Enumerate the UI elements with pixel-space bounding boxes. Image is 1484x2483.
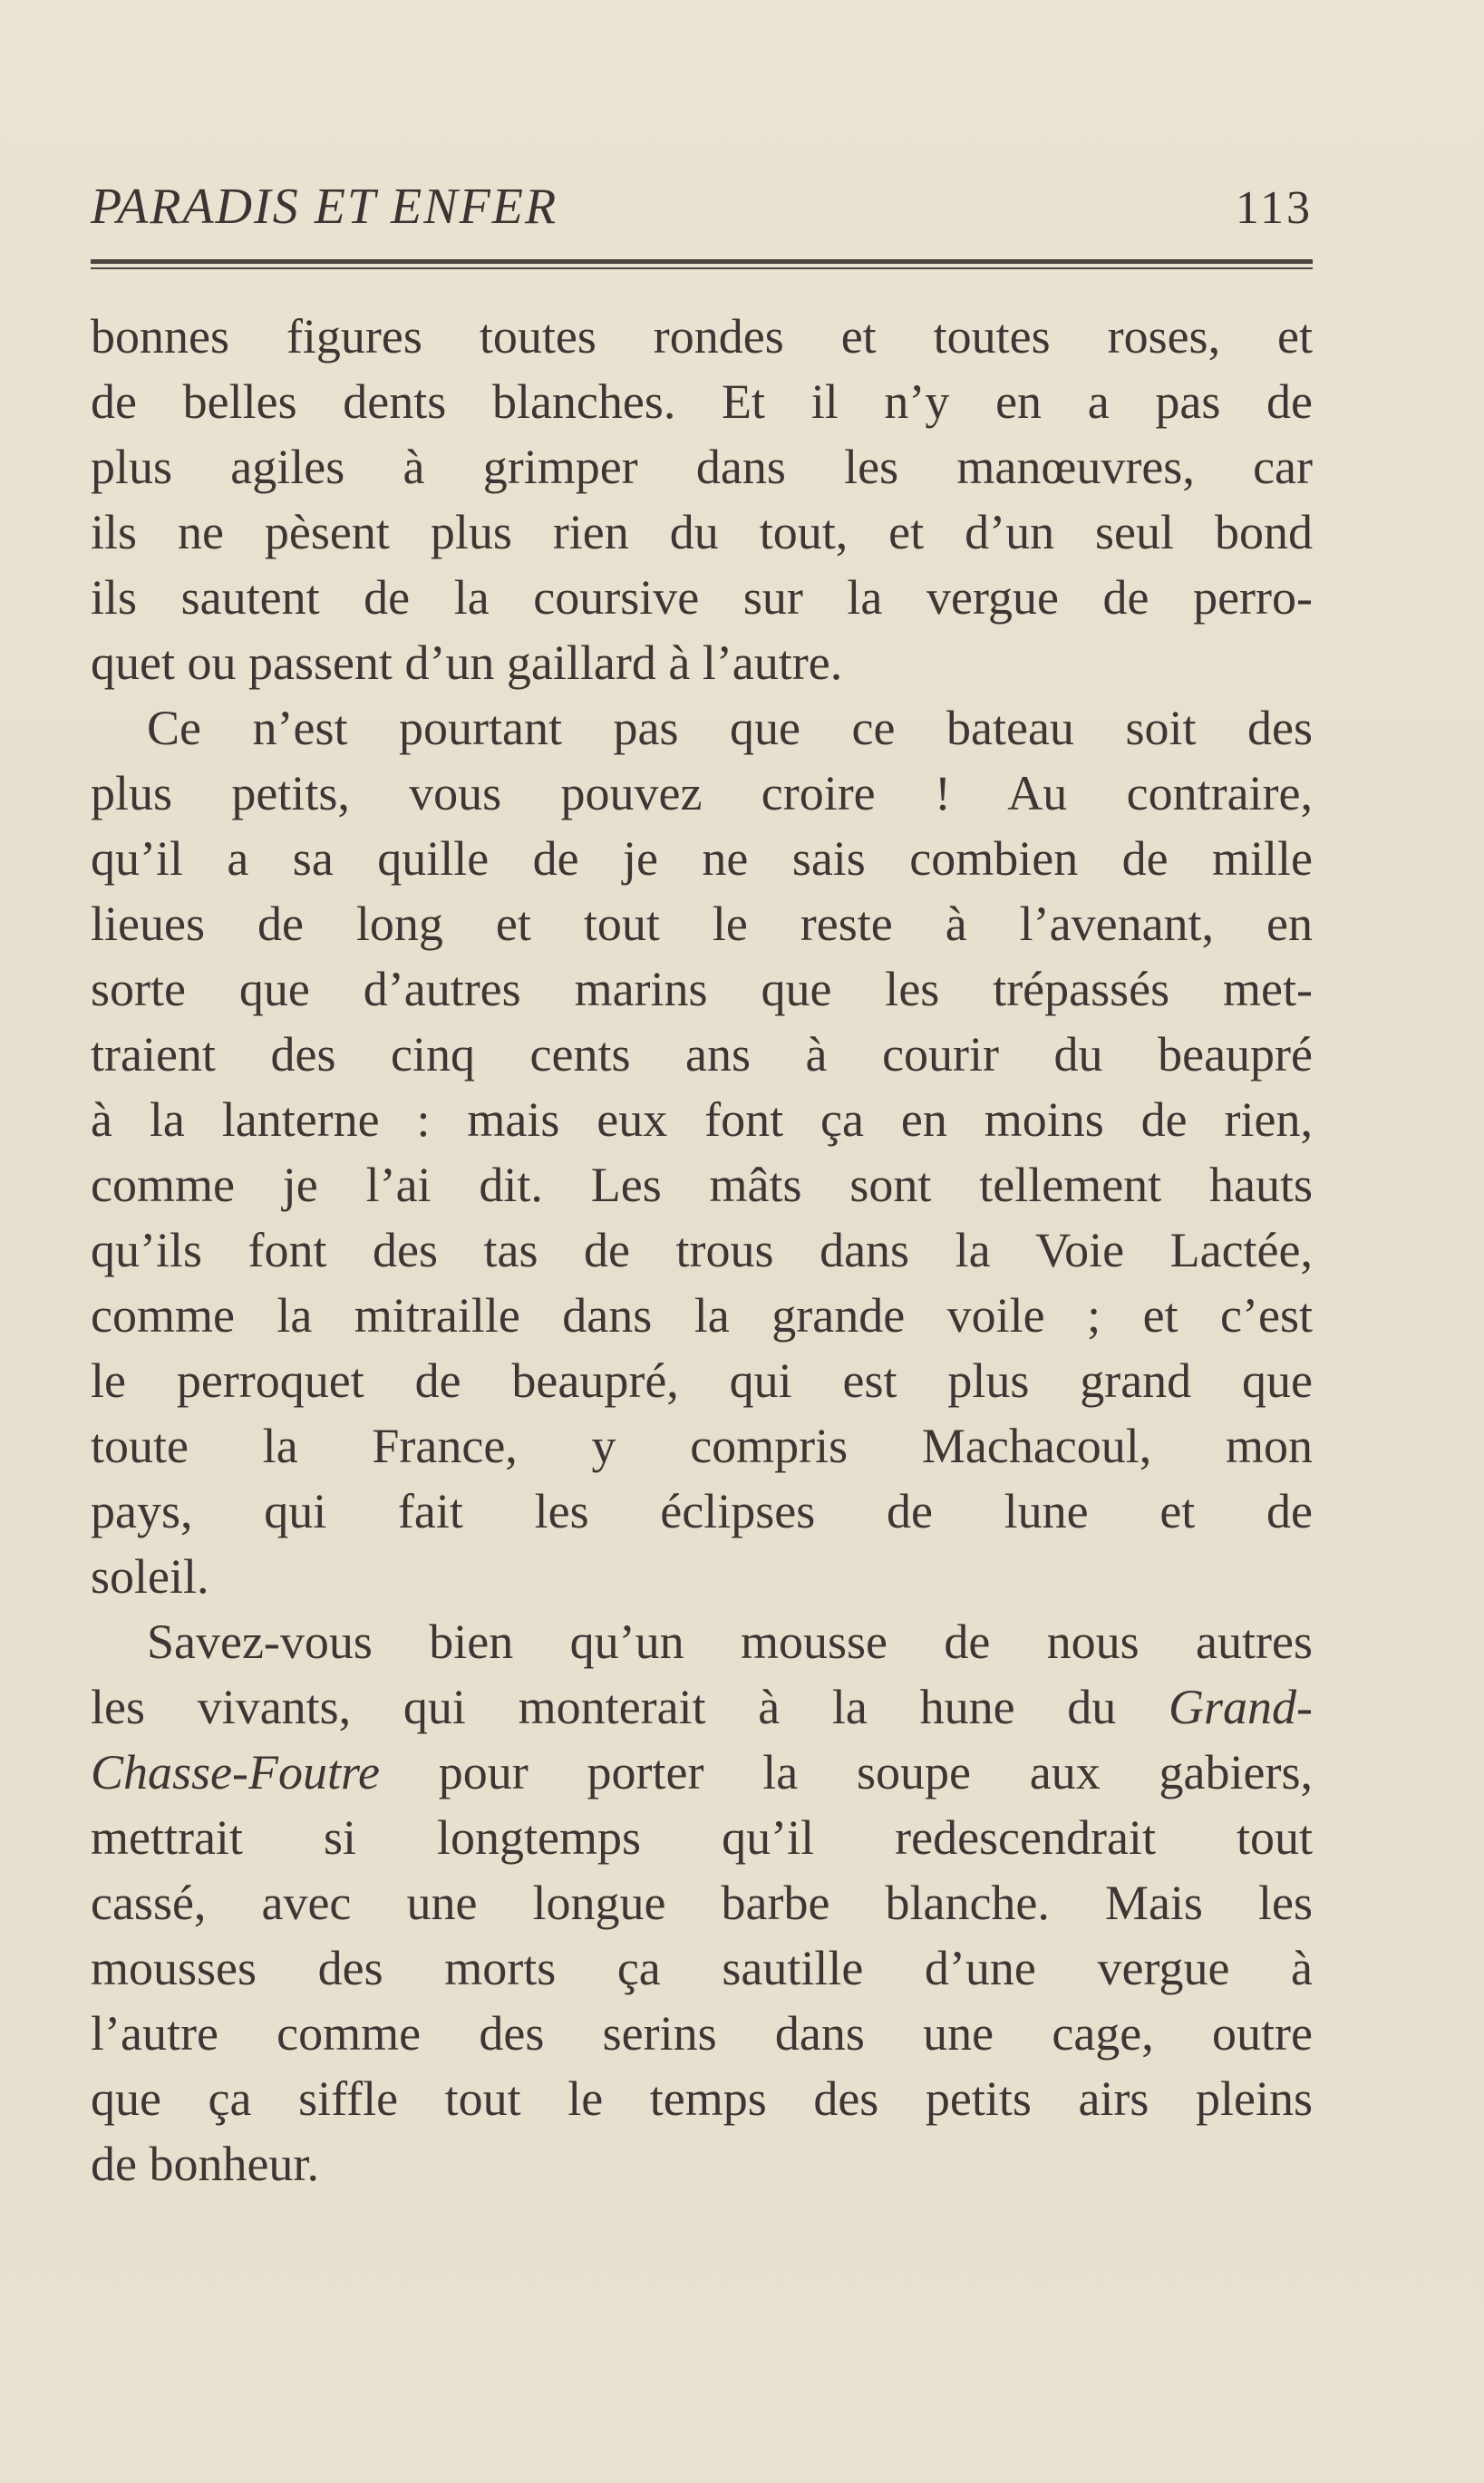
text-line: Savez-vous bien qu’un mousse de nous autres [147,1615,1313,1669]
text-line: pays, qui fait les éclipses de lune et de [91,1484,1313,1538]
text-line: quet ou passent d’un gaillard à l’autre. [91,635,843,690]
text-line: le perroquet de beaupré, qui est plus grand que [91,1353,1313,1408]
header-rule-thin [91,267,1313,269]
text-line: comme je l’ai dit. Les mâts sont tellement hauts [91,1158,1313,1212]
italic-ship-name: Grand- [1169,1680,1313,1734]
text-line: plus petits, vous pouvez croire ! Au contraire, [91,766,1313,820]
text-line: lieues de long et tout le reste à l’avenant, en [91,897,1313,951]
text-line: sorte que d’autres marins que les trépassés met- [91,962,1313,1016]
italic-ship-name: Chasse-Foutre [91,1745,380,1799]
text-line: de bonheur. [91,2137,319,2191]
text-line: qu’ils font des tas de trous dans la Voie Lactée, [91,1223,1313,1277]
text-line: mettrait si longtemps qu’il redescendrait tout [91,1810,1313,1865]
body-text [91,304,1313,2197]
text-line: bonnes figures toutes rondes et toutes roses, et [91,309,1313,364]
text-line: de belles dents blanches. Et il n’y en a pas de [91,374,1313,429]
text-line: cassé, avec une longue barbe blanche. Mais les [91,1876,1313,1930]
text-line: traient des cinq cents ans à courir du beaupré [91,1027,1313,1081]
book-page [91,172,1313,2191]
text-line [91,1740,1313,1805]
text-line: toute la France, y compris Machacoul, mon [91,1419,1313,1473]
text-segment: les vivants, qui monterait à la hune du [91,1680,1169,1734]
header-double-rule [91,259,1313,270]
text-line: comme la mitraille dans la grande voile ; et c’est [91,1288,1313,1343]
text-line [91,1674,1313,1740]
text-line: l’autre comme des serins dans une cage, outre [91,2006,1313,2061]
text-line: mousses des morts ça sautille d’une vergue à [91,1941,1313,1995]
text-line: plus agiles à grimper dans les manœuvres, car [91,440,1313,494]
text-line: ils ne pèsent plus rien du tout, et d’un seul bond [91,505,1313,559]
running-title: PARADIS ET ENFER [91,179,558,235]
page-number: 113 [1235,182,1313,234]
text-line: soleil. [91,1549,209,1604]
text-line: que ça siffle tout le temps des petits airs pleins [91,2071,1313,2126]
running-head [91,172,1313,254]
text-line: Ce n’est pourtant pas que ce bateau soit des [147,701,1313,755]
text-segment: pour porter la soupe aux gabiers, [379,1745,1313,1799]
text-line: ils sautent de la coursive sur la vergue de perro- [91,570,1313,625]
text-line: à la lanterne : mais eux font ça en moins de rien, [91,1092,1313,1147]
text-line: qu’il a sa quille de je ne sais combien de mille [91,831,1313,886]
header-rule-thick [91,259,1313,264]
